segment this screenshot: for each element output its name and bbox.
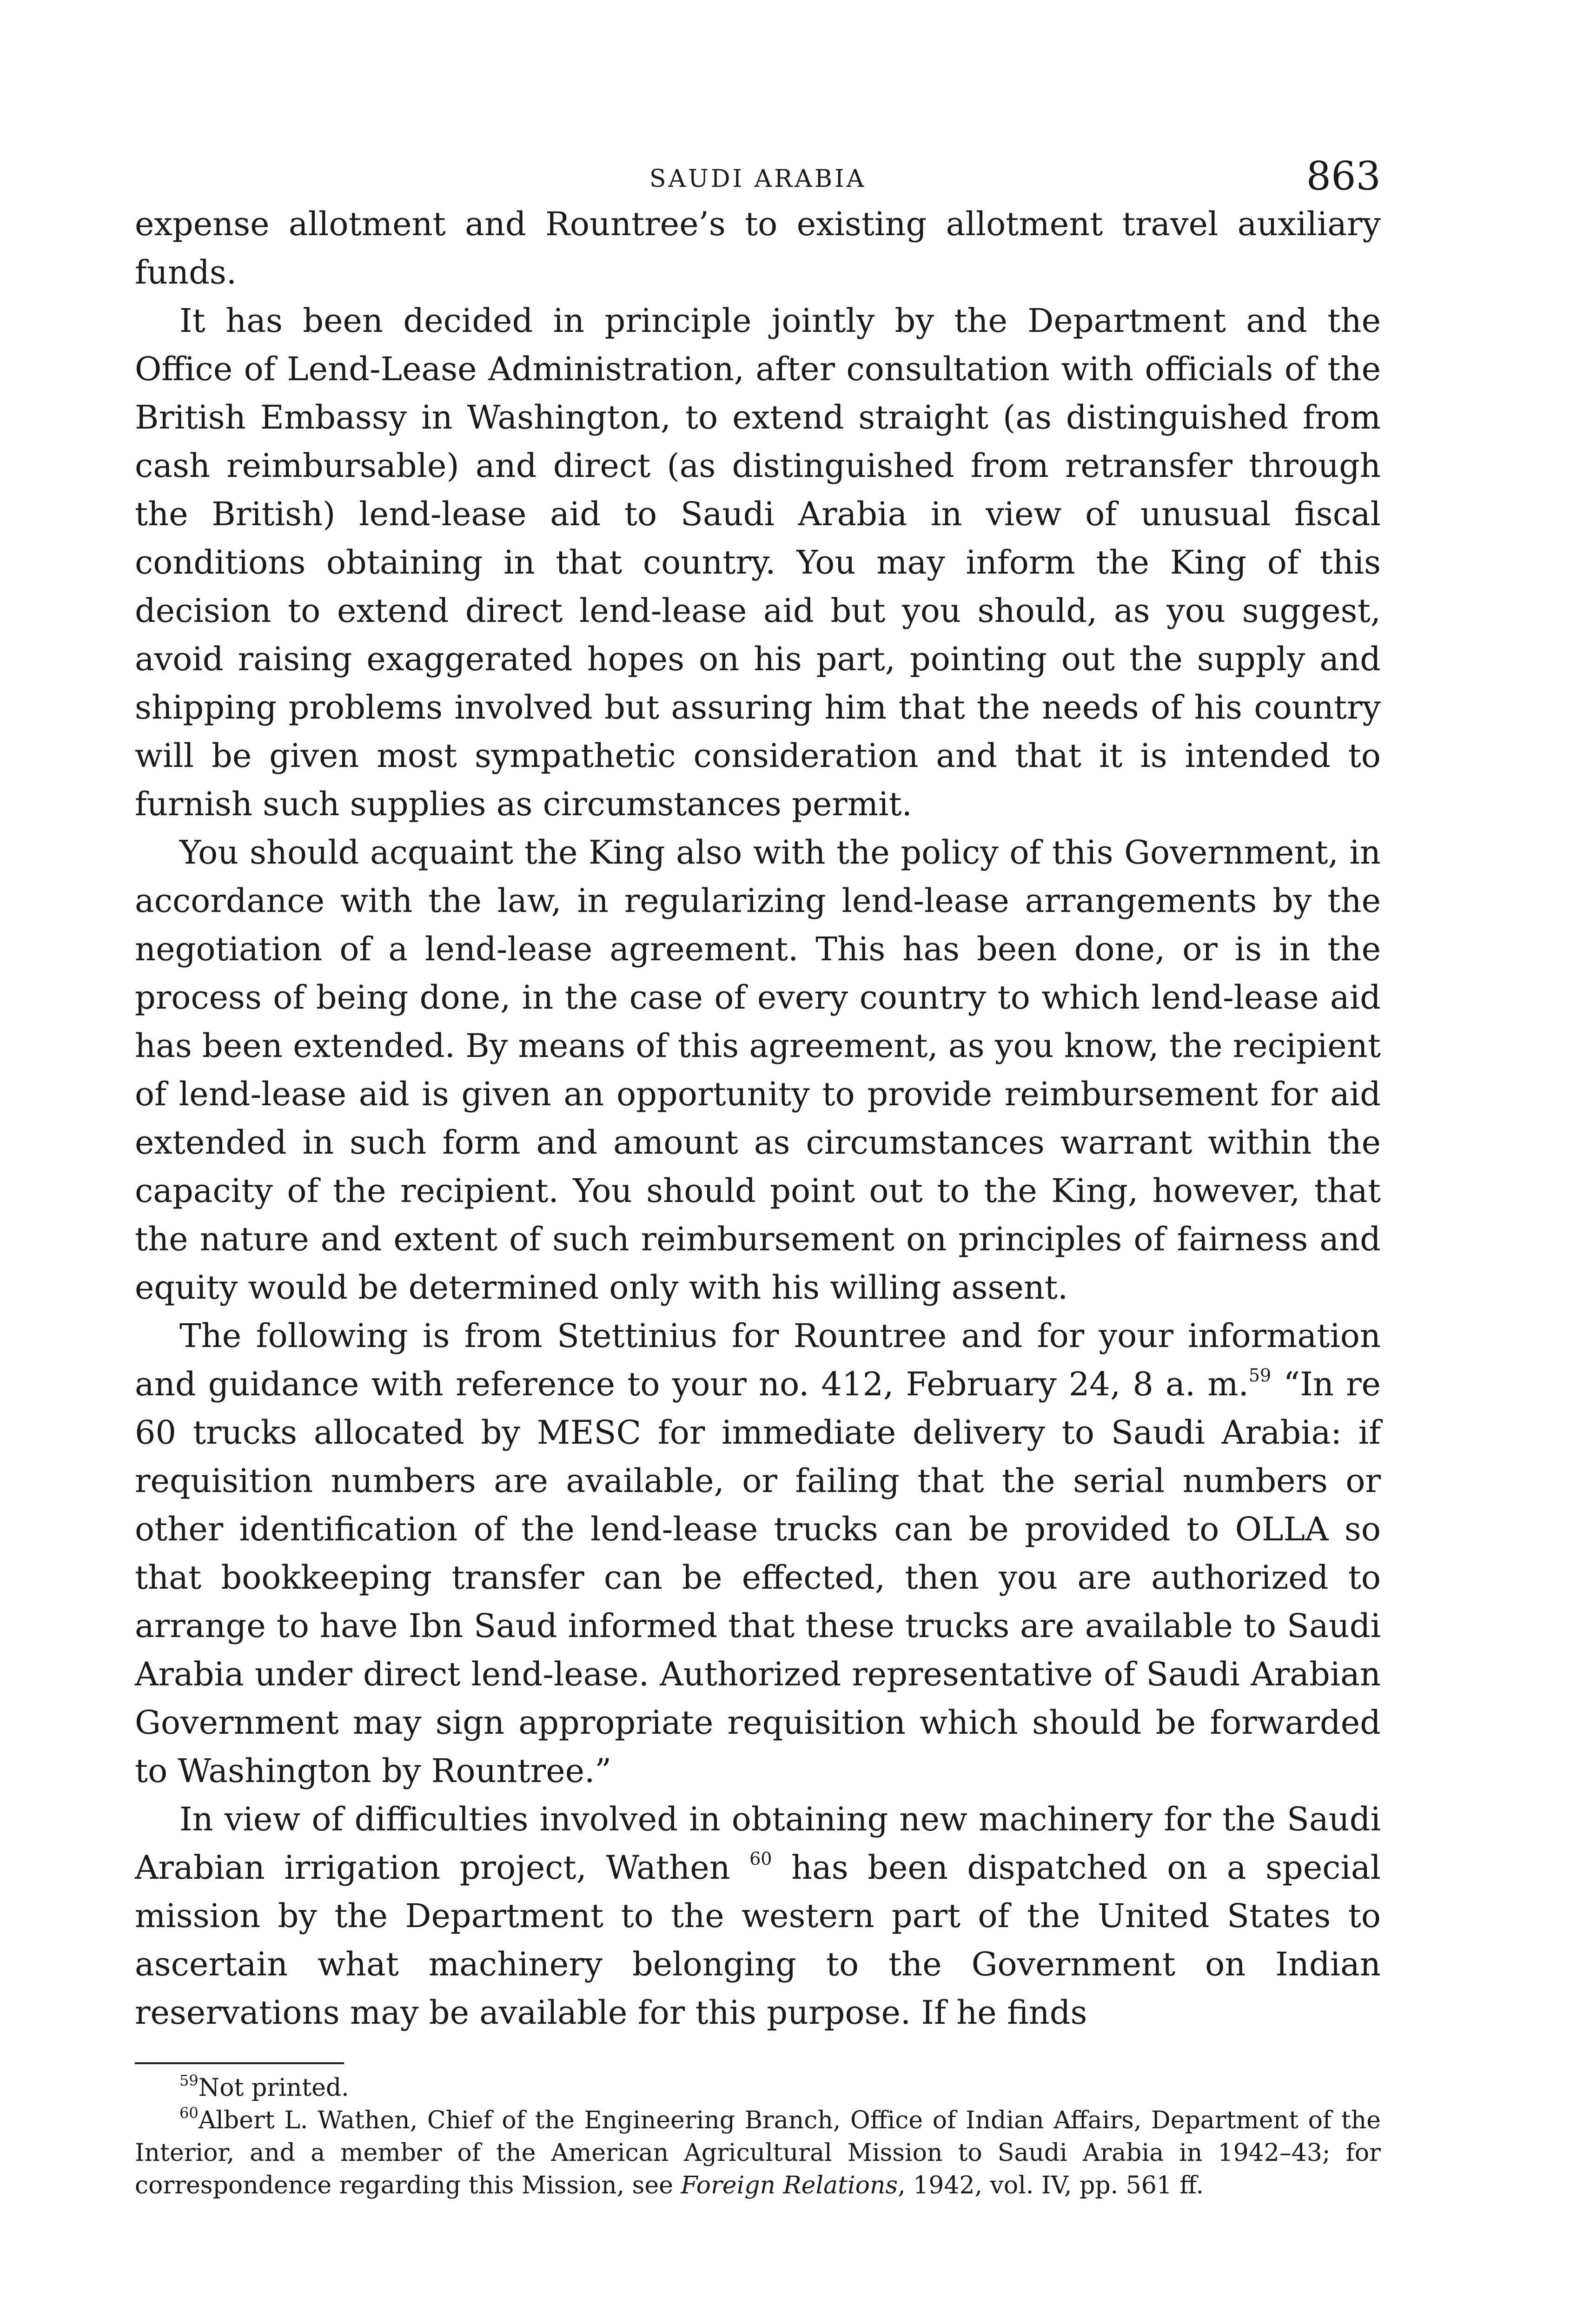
- footnote-59: [135, 2072, 1381, 2104]
- paragraph-4-text-before: The following is from Stettinius for Rountree and for your information and guidance with reference to your no. 412, February 24, 8 a. m.: [135, 1317, 1381, 1403]
- footnote-60-citation: , 1942, vol. IV, pp. 561 ff.: [898, 2172, 1204, 2199]
- body-text: [135, 200, 1381, 2037]
- footnote-ref-59[interactable]: 59: [1248, 1365, 1272, 1386]
- footnote-ref-60[interactable]: 60: [749, 1849, 772, 1869]
- footnote-59-text: Not printed.: [198, 2074, 349, 2102]
- paragraph-3: You should acquaint the King also with the policy of this Government, in accordance with the law, in regularizing lend-lease arrangements by the negotiation of a lend-lease agreement. This has been done, or is in the process of being done, in the case of every country to which lend-lease aid has been extended. By means of this agreement, as you know, the recipient of lend-lease aid is given an opportunity to provide reimbursement for aid extended in such form and amount as circumstances warrant within the capacity of the recipient. You should point out to the King, however, that the nature and extent of such reimbursement on principles of fairness and equity would be determined only with his willing assent.: [135, 833, 1381, 1307]
- paragraph-4-text-after: “In re 60 trucks allocated by MESC for immediate delivery to Saudi Arabia: if requisition numbers are available, or failing that the serial numbers or other identification of the lend-lease trucks can be provided to OLLA so that bookkeeping transfer can be effected, then you are authorized to arrange to have Ibn Saud informed that these trucks are available to Saudi Arabia under direct lend-lease. Authorized representative of Saudi Arabian Government may sign appropriate requisition which should be forwarded to Washington by Rountree.”: [135, 1365, 1381, 1790]
- footnote-59-number: 59: [179, 2072, 199, 2089]
- paragraph-5: [135, 1795, 1381, 2037]
- footnote-60-publication-title: Foreign Relations: [681, 2172, 898, 2199]
- page-number: 863: [1306, 153, 1381, 199]
- paragraph-1: expense allotment and Rountree’s to existing allotment travel auxiliary funds.: [135, 205, 1381, 291]
- paragraph-5-text-before: In view of difficulties involved in obtaining new machinery for the Saudi Arabian irrigation project, Wathen: [135, 1800, 1381, 1887]
- footnote-60-text: Albert L. Wathen, Chief of the Engineering Branch, Office of Indian Affairs, Department of the Interior, and a member of the American Agricultural Mission to Saudi Arabia in 1942–43; for correspondence regarding this Mission, see: [135, 2106, 1381, 2199]
- footnotes: [135, 2072, 1381, 2202]
- paragraph-5-text-after: has been dispatched on a special mission by the Department to the western part of the United States to ascertain what machinery belonging to the Government on Indian reservations may be available for this purpose. If he finds: [135, 1849, 1381, 2032]
- paragraph-2: It has been decided in principle jointly by the Department and the Office of Lend-Lease Administration, after consultation with officials of the British Embassy in Washington, to extend straight (as distinguished from cash reimbursable) and direct (as distinguished from retransfer through the British) lend-lease aid to Saudi Arabia in view of unusual fiscal conditions obtaining in that country. You may inform the King of this decision to extend direct lend-lease aid but you should, as you suggest, avoid raising exaggerated hopes on his part, pointing out the supply and shipping problems involved but assuring him that the needs of his country will be given most sympathetic consideration and that it is intended to furnish such supplies as circumstances permit.: [135, 302, 1381, 823]
- document-page: [135, 139, 1381, 2202]
- footnote-60-number: 60: [179, 2104, 199, 2122]
- running-title: SAUDI ARABIA: [649, 165, 867, 193]
- paragraph-4: [135, 1312, 1381, 1795]
- footnote-60: [135, 2104, 1381, 2202]
- running-head: [135, 139, 1381, 200]
- footnote-divider: [135, 2062, 344, 2064]
